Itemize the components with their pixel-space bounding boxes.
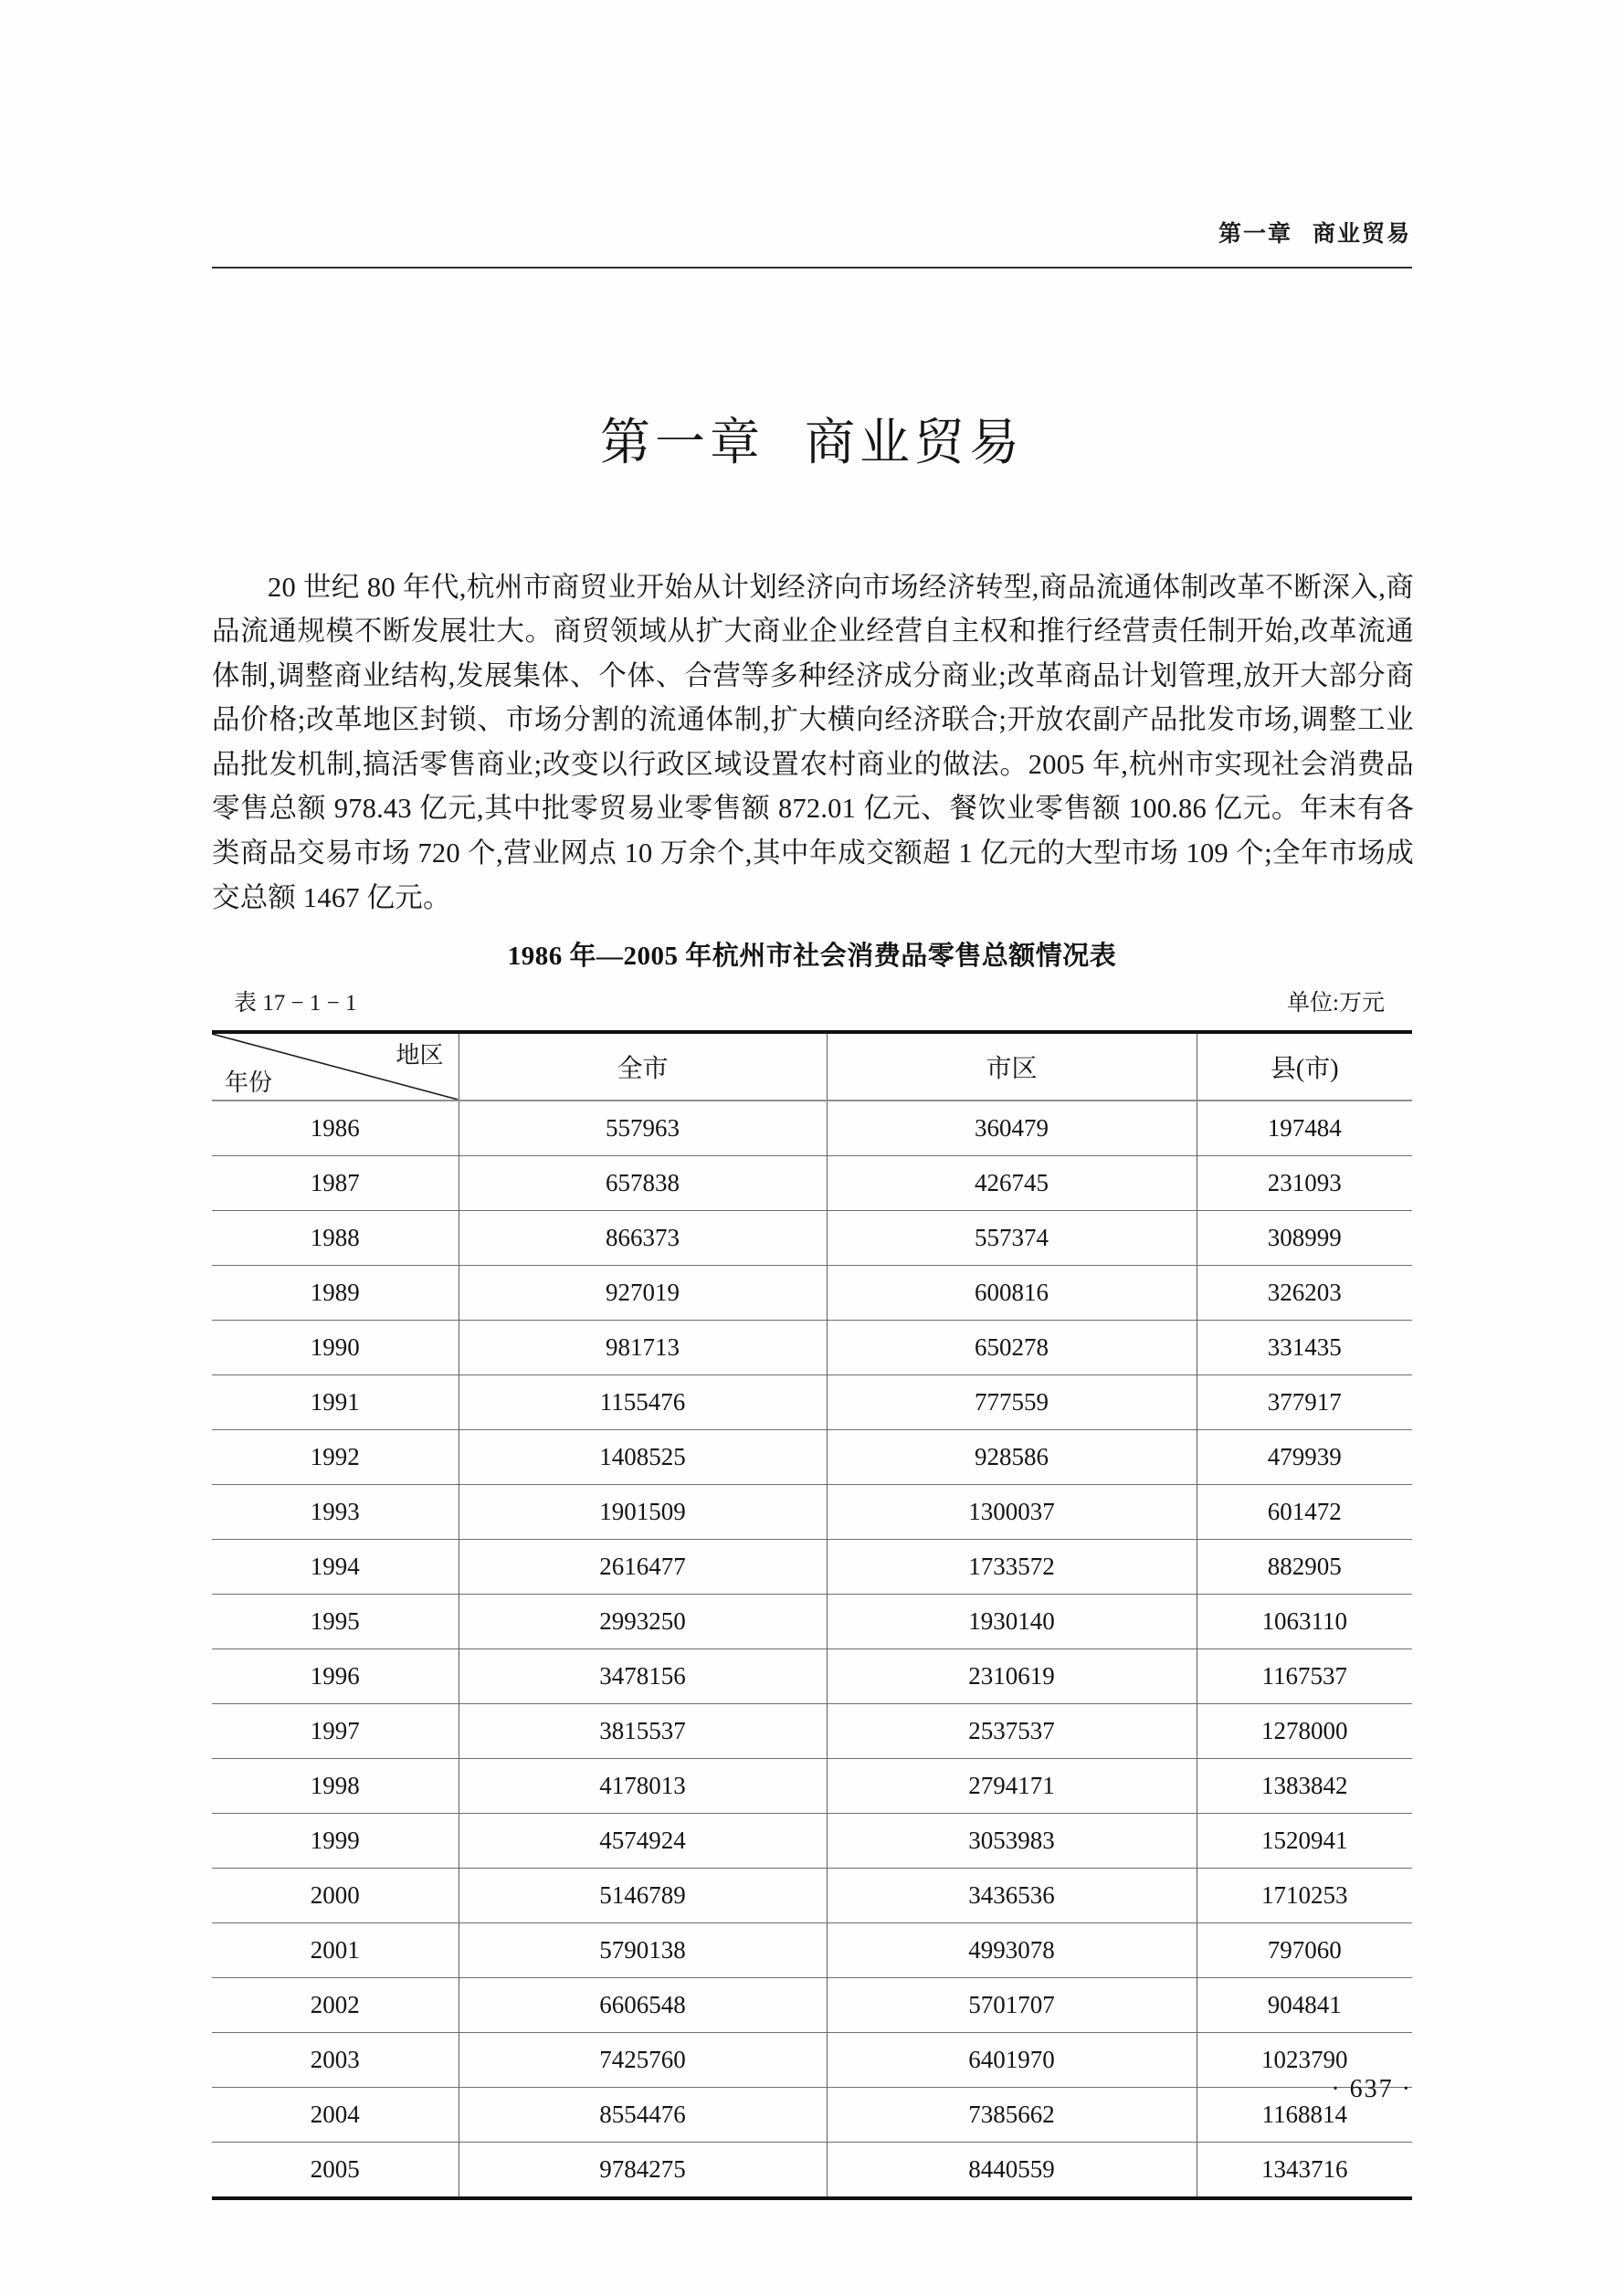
cell-year: 1999 <box>212 1814 459 1869</box>
chapter-title <box>0 402 1624 474</box>
cell-all-city: 5146789 <box>459 1869 827 1923</box>
cell-year: 1986 <box>310 1114 360 1142</box>
cell-urban: 7385662 <box>827 2088 1197 2143</box>
cell-all-city: 981713 <box>459 1321 827 1375</box>
cell-all-city: 657838 <box>459 1156 827 1211</box>
cell-urban: 5701707 <box>827 1978 1197 2033</box>
cell-urban: 6401970 <box>827 2033 1197 2088</box>
table-row <box>212 1101 1412 1156</box>
table-row <box>212 1430 1412 1485</box>
cell-urban: 3436536 <box>827 1869 1197 1923</box>
running-header-chapter-label: 第一章 <box>1218 222 1292 247</box>
cell-county: 331435 <box>1197 1321 1412 1375</box>
cell-county: 1343716 <box>1197 2143 1412 2199</box>
cell-all-city: 5790138 <box>459 1923 827 1978</box>
cell-year: 1992 <box>212 1430 459 1485</box>
cell-county: 1167537 <box>1197 1649 1412 1704</box>
cell-county: 1520941 <box>1197 1814 1412 1869</box>
cell-year: 2000 <box>212 1869 459 1923</box>
table-title: 1986 年—2005 年杭州市社会消费品零售总额情况表 <box>507 942 1117 971</box>
chapter-title-name: 商业贸易 <box>805 415 1025 470</box>
corner-inner <box>212 1034 459 1100</box>
cell-urban: 2310619 <box>827 1649 1197 1704</box>
cell-year: 1994 <box>212 1540 459 1595</box>
cell-county: 308999 <box>1197 1211 1412 1266</box>
cell-urban: 557374 <box>827 1211 1197 1266</box>
cell-county: 197484 <box>1197 1101 1412 1156</box>
table-row <box>212 1266 1412 1321</box>
cell-all-city: 1155476 <box>459 1375 827 1430</box>
cell-all-city: 1901509 <box>459 1485 827 1540</box>
cell-county: 326203 <box>1197 1266 1412 1321</box>
cell-urban: 1930140 <box>827 1595 1197 1649</box>
cell-county: 1383842 <box>1197 1759 1412 1814</box>
table-row <box>212 1540 1412 1595</box>
table-row <box>212 1485 1412 1540</box>
cell-urban: 600816 <box>827 1266 1197 1321</box>
cell-all-city: 1408525 <box>459 1430 827 1485</box>
column-header-all-city: 全市 <box>459 1032 827 1101</box>
cell-year: 1998 <box>212 1759 459 1814</box>
cell-year: 1988 <box>212 1211 459 1266</box>
column-header-urban: 市区 <box>827 1032 1197 1101</box>
cell-county: 1710253 <box>1197 1869 1412 1923</box>
running-header <box>212 216 1411 248</box>
table-row <box>212 1978 1412 2033</box>
cell-county: 601472 <box>1197 1485 1412 1540</box>
cell-county: 1023790 <box>1197 2033 1412 2088</box>
cell-all-city: 3815537 <box>459 1704 827 1759</box>
cell-urban: 360479 <box>827 1101 1197 1156</box>
cell-county: 797060 <box>1197 1923 1412 1978</box>
table-body <box>212 1101 1412 2198</box>
table-row <box>212 1211 1412 1266</box>
table-header-row <box>212 1032 1412 1101</box>
cell-all-city: 6606548 <box>459 1978 827 2033</box>
cell-all-city: 2993250 <box>459 1595 827 1649</box>
cell-all-city: 866373 <box>459 1211 827 1266</box>
cell-urban: 3053983 <box>827 1814 1197 1869</box>
table-row <box>212 1156 1412 1211</box>
table-caption-row <box>234 985 1385 1017</box>
cell-county: 904841 <box>1197 1978 1412 2033</box>
table-row <box>212 1321 1412 1375</box>
cell-county: 1063110 <box>1197 1595 1412 1649</box>
table-unit-label: 单位:万元 <box>1287 991 1385 1016</box>
cell-year: 1991 <box>212 1375 459 1430</box>
chapter-title-label: 第一章 <box>599 415 765 470</box>
cell-urban: 4993078 <box>827 1923 1197 1978</box>
cell-all-city: 927019 <box>459 1266 827 1321</box>
cell-year: 2002 <box>212 1978 459 2033</box>
cell-year: 1990 <box>212 1321 459 1375</box>
running-header-chapter-name: 商业贸易 <box>1312 222 1411 247</box>
cell-urban: 777559 <box>827 1375 1197 1430</box>
table-row <box>212 1814 1412 1869</box>
cell-urban: 928586 <box>827 1430 1197 1485</box>
table-corner-header-cell <box>212 1032 459 1101</box>
cell-all-city: 7425760 <box>459 2033 827 2088</box>
table-row <box>212 2143 1412 2199</box>
cell-urban: 2537537 <box>827 1704 1197 1759</box>
page-number: · 637 · <box>1331 2075 1412 2103</box>
retail-sales-table-wrapper <box>212 1030 1412 2200</box>
cell-county: 1278000 <box>1197 1704 1412 1759</box>
table-row <box>212 1923 1412 1978</box>
cell-urban: 8440559 <box>827 2143 1197 2199</box>
table-row <box>212 1759 1412 1814</box>
cell-urban: 426745 <box>827 1156 1197 1211</box>
corner-column-label: 地区 <box>395 1042 444 1069</box>
table-row <box>212 1649 1412 1704</box>
cell-year: 1995 <box>212 1595 459 1649</box>
cell-year: 2001 <box>212 1923 459 1978</box>
cell-county: 882905 <box>1197 1540 1412 1595</box>
cell-year: 2005 <box>212 2143 459 2199</box>
body-paragraph: 20 世纪 80 年代,杭州市商贸业开始从计划经济向市场经济转型,商品流通体制改革不断深入,商品流通规模不断发展壮大。商贸领域从扩大商业企业经营自主权和推行经营责任制开始,改革流通体制,调整商业结构,发展集体、个体、合营等多种经济成分商业;改革商品计划管理,放开大部分商品价格;改革地区封锁、市场分割的流通体制,扩大横向经济联合;开放农副产品批发市场,调整工业品批发机制,搞活零售商业;改变以行政区域设置农村商业的做法。2005 年,杭州市实现社会消费品零售总额 978.43 亿元,其中批零贸易业零售额 872.01 亿元、餐饮业零售额 100.86 亿元。年末有各类商品交易市场 720 个,营业网点 10 万余个,其中年成交额超 1 亿元的大型市场 109 个;全年市场成交总额 1467 亿元。 <box>212 571 1414 913</box>
cell-year: 1987 <box>212 1156 459 1211</box>
cell-all-city: 4574924 <box>459 1814 827 1869</box>
cell-county: 1168814 <box>1197 2088 1412 2143</box>
table-row <box>212 1595 1412 1649</box>
cell-year: 2004 <box>212 2088 459 2143</box>
cell-year: 1996 <box>212 1649 459 1704</box>
table-row <box>212 1869 1412 1923</box>
cell-county: 377917 <box>1197 1375 1412 1430</box>
cell-year: 1989 <box>212 1266 459 1321</box>
cell-all-city: 8554476 <box>459 2088 827 2143</box>
cell-year: 2003 <box>212 2033 459 2088</box>
retail-sales-table <box>212 1030 1412 2200</box>
cell-year: 1993 <box>212 1485 459 1540</box>
cell-county: 231093 <box>1197 1156 1412 1211</box>
table-row <box>212 1704 1412 1759</box>
corner-row-label: 年份 <box>225 1069 273 1096</box>
cell-all-city: 4178013 <box>459 1759 827 1814</box>
header-divider-rule <box>212 267 1412 269</box>
cell-urban: 1300037 <box>827 1485 1197 1540</box>
column-header-county: 县(市) <box>1197 1032 1412 1101</box>
cell-urban: 1733572 <box>827 1540 1197 1595</box>
table-number-label: 表 17 − 1 − 1 <box>234 991 357 1016</box>
cell-all-city: 2616477 <box>459 1540 827 1595</box>
table-row <box>212 1375 1412 1430</box>
cell-all-city: 9784275 <box>459 2143 827 2199</box>
cell-all-city: 557963 <box>459 1101 827 1156</box>
cell-urban: 2794171 <box>827 1759 1197 1814</box>
cell-year: 1997 <box>212 1704 459 1759</box>
cell-county: 479939 <box>1197 1430 1412 1485</box>
cell-urban: 650278 <box>827 1321 1197 1375</box>
cell-all-city: 3478156 <box>459 1649 827 1704</box>
